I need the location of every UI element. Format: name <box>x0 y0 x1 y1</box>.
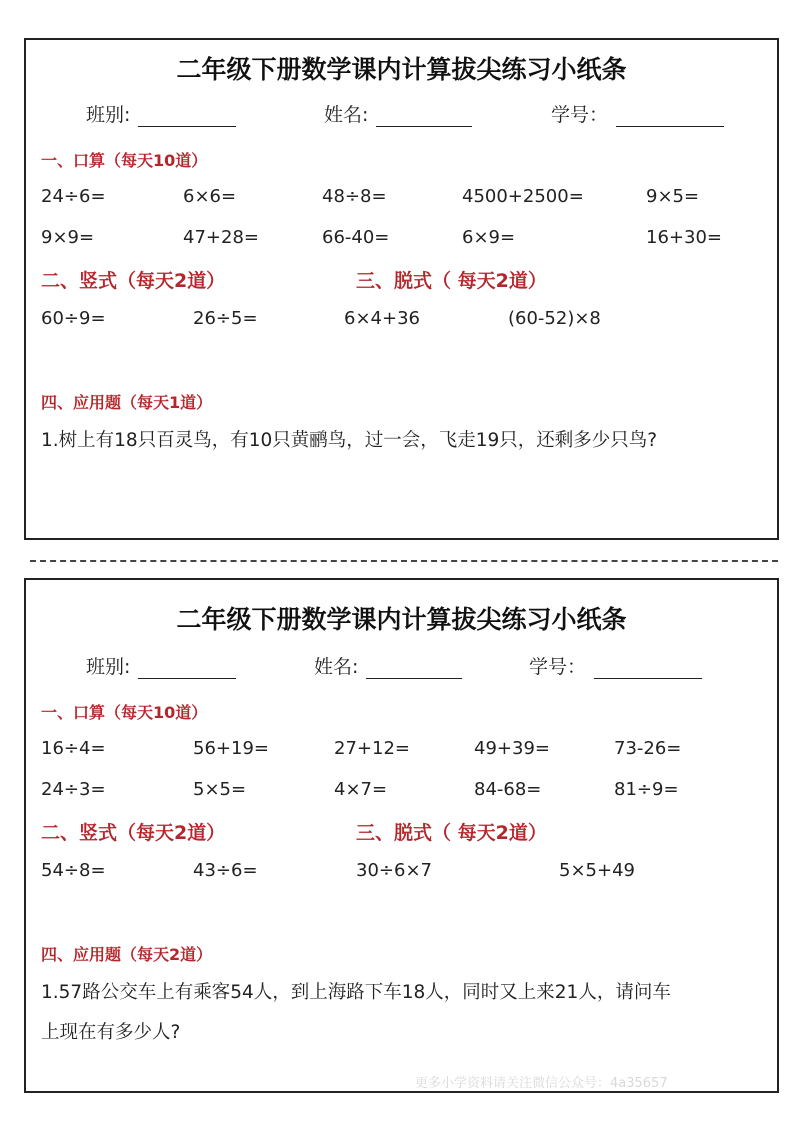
word-problem-line: 1.57路公交车上有乘客54人，到上海路下车18人，同时又上来21人，请问车 <box>41 982 671 1003</box>
oral-problem: 6×6= <box>183 186 237 207</box>
oral-problem: 84-68= <box>474 779 542 800</box>
class-field <box>86 100 236 127</box>
oral-problem: 56+19= <box>193 738 269 759</box>
student-id-blank[interactable] <box>594 660 702 679</box>
oral-problem: 47+28= <box>183 227 259 248</box>
watermark-text: 更多小学资料请关注微信公众号：4a35657 <box>415 1076 668 1091</box>
section-vertical-heading: 二、竖式（每天2道） <box>41 822 226 844</box>
name-field <box>324 100 472 127</box>
class-label: 班别: <box>86 104 131 126</box>
name-label: 姓名: <box>314 656 359 678</box>
calc-problem: 26÷5= <box>193 308 258 329</box>
oral-problem: 81÷9= <box>614 779 679 800</box>
section-word-problem-heading: 四、应用题（每天2道） <box>41 945 213 964</box>
calc-problem: 60÷9= <box>41 308 106 329</box>
name-field <box>314 652 462 679</box>
oral-problem: 73-26= <box>614 738 682 759</box>
calc-problem: 6×4+36 <box>344 308 420 329</box>
class-blank[interactable] <box>138 108 236 127</box>
class-label: 班别: <box>86 656 131 678</box>
oral-problem: 24÷3= <box>41 779 106 800</box>
calc-problem: (60-52)×8 <box>508 308 601 329</box>
calc-problem: 43÷6= <box>193 860 258 881</box>
cut-line <box>30 560 778 562</box>
student-id-field <box>551 100 724 127</box>
student-id-label: 学号： <box>529 656 587 678</box>
oral-problem: 48÷8= <box>322 186 387 207</box>
section-oral-heading: 一、口算（每天10道） <box>41 151 208 170</box>
oral-problem: 16÷4= <box>41 738 106 759</box>
word-problem-line: 上现在有多少人? <box>41 1022 181 1043</box>
section-stepwise-heading: 三、脱式（ 每天2道） <box>356 270 547 292</box>
calc-problem: 5×5+49 <box>559 860 635 881</box>
oral-problem: 9×5= <box>646 186 700 207</box>
worksheet-title: 二年级下册数学课内计算拔尖练习小纸条 <box>176 605 627 634</box>
worksheet-card-1 <box>24 38 779 540</box>
oral-problem: 66-40= <box>322 227 390 248</box>
oral-problem: 24÷6= <box>41 186 106 207</box>
worksheet-title: 二年级下册数学课内计算拔尖练习小纸条 <box>176 55 627 84</box>
word-problem-line: 1.树上有18只百灵鸟，有10只黄鹂鸟，过一会，飞走19只，还剩多少只鸟? <box>41 430 658 451</box>
oral-problem: 49+39= <box>474 738 550 759</box>
name-label: 姓名: <box>324 104 369 126</box>
oral-problem: 6×9= <box>462 227 516 248</box>
section-stepwise-heading: 三、脱式（ 每天2道） <box>356 822 547 844</box>
class-blank[interactable] <box>138 660 236 679</box>
section-vertical-heading: 二、竖式（每天2道） <box>41 270 226 292</box>
oral-problem: 9×9= <box>41 227 95 248</box>
oral-problem: 5×5= <box>193 779 247 800</box>
oral-problem: 27+12= <box>334 738 410 759</box>
student-id-blank[interactable] <box>616 108 724 127</box>
class-field <box>86 652 236 679</box>
student-id-label: 学号： <box>551 104 609 126</box>
name-blank[interactable] <box>376 108 472 127</box>
student-id-field <box>529 652 702 679</box>
oral-problem: 4500+2500= <box>462 186 584 207</box>
section-oral-heading: 一、口算（每天10道） <box>41 703 208 722</box>
section-word-problem-heading: 四、应用题（每天1道） <box>41 393 213 412</box>
oral-problem: 4×7= <box>334 779 388 800</box>
worksheet-card-2 <box>24 578 779 1093</box>
name-blank[interactable] <box>366 660 462 679</box>
calc-problem: 54÷8= <box>41 860 106 881</box>
oral-problem: 16+30= <box>646 227 722 248</box>
calc-problem: 30÷6×7 <box>356 860 432 881</box>
